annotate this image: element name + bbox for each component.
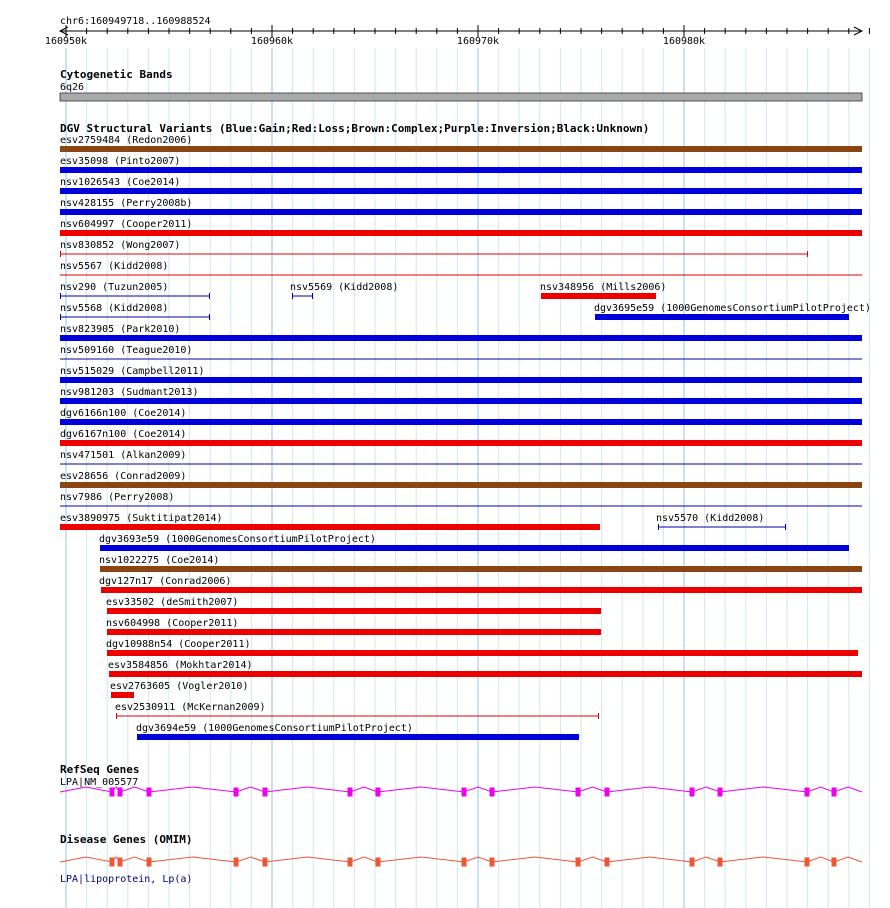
dgv-variant-bar[interactable] bbox=[100, 545, 849, 551]
dgv-variant-bar[interactable] bbox=[107, 608, 601, 614]
ruler-position: chr6:160949718..160988524 bbox=[60, 16, 211, 27]
dgv-variant[interactable] bbox=[60, 408, 862, 425]
gene-exon[interactable] bbox=[263, 788, 268, 797]
dgv-variant[interactable] bbox=[594, 303, 871, 320]
dgv-variant-bar[interactable] bbox=[107, 650, 858, 656]
refseq-track-title: RefSeq Genes bbox=[60, 763, 140, 776]
dgv-variant-bar[interactable] bbox=[137, 734, 579, 740]
ruler-tick-label: 160970k bbox=[456, 36, 500, 47]
dgv-variant[interactable] bbox=[99, 555, 862, 572]
gene-exon[interactable] bbox=[263, 858, 268, 867]
dgv-variant-label: nsv290 (Tuzun2005) bbox=[60, 282, 169, 293]
gene-exon[interactable] bbox=[718, 788, 723, 797]
gene-exon[interactable] bbox=[376, 858, 381, 867]
dgv-variant[interactable] bbox=[60, 177, 862, 194]
dgv-variant-label: esv3584856 (Mokhtar2014) bbox=[108, 660, 253, 671]
gene-exon[interactable] bbox=[118, 858, 123, 867]
gene-exon[interactable] bbox=[805, 788, 810, 797]
gene-exon[interactable] bbox=[490, 858, 495, 867]
dgv-variant-label: esv33502 (deSmith2007) bbox=[106, 597, 239, 608]
dgv-variant-bar[interactable] bbox=[100, 566, 862, 572]
gene-exon[interactable] bbox=[805, 858, 810, 867]
ruler-tick-label: 160950k bbox=[44, 36, 88, 47]
gene-exon[interactable] bbox=[234, 858, 239, 867]
dgv-variant-label: nsv515029 (Campbell2011) bbox=[60, 366, 205, 377]
dgv-variant-label: nsv823905 (Park2010) bbox=[60, 324, 181, 335]
dgv-features bbox=[60, 135, 871, 740]
gene-exon[interactable] bbox=[576, 788, 581, 797]
dgv-variant-bar[interactable] bbox=[101, 587, 862, 593]
dgv-variant[interactable] bbox=[60, 450, 862, 464]
dgv-variant-label: dgv3695e59 (1000GenomesConsortiumPilotProject) bbox=[594, 303, 871, 314]
dgv-variant-bar[interactable] bbox=[60, 167, 862, 173]
dgv-variant-label: dgv10988n54 (Cooper2011) bbox=[106, 639, 251, 650]
dgv-variant[interactable] bbox=[99, 534, 849, 551]
gene-exon[interactable] bbox=[462, 858, 467, 867]
dgv-variant-bar[interactable] bbox=[60, 230, 862, 236]
dgv-variant-label: nsv1026543 (Coe2014) bbox=[60, 177, 181, 188]
dgv-variant-label: dgv3694e59 (1000GenomesConsortiumPilotProject) bbox=[136, 723, 413, 734]
dgv-variant[interactable] bbox=[60, 240, 808, 257]
cytoband-bar[interactable] bbox=[60, 93, 862, 101]
gene-exon[interactable] bbox=[234, 788, 239, 797]
omim-track-title: Disease Genes (OMIM) bbox=[60, 833, 193, 846]
refseq-gene-model[interactable] bbox=[60, 787, 862, 797]
dgv-variant-label: nsv604998 (Cooper2011) bbox=[106, 618, 239, 629]
dgv-variant[interactable] bbox=[136, 723, 579, 740]
dgv-variant[interactable] bbox=[60, 261, 862, 275]
gene-exon[interactable] bbox=[690, 788, 695, 797]
cytoband-label: 6q26 bbox=[60, 82, 85, 93]
gene-exon[interactable] bbox=[718, 858, 723, 867]
gene-exon[interactable] bbox=[348, 858, 353, 867]
dgv-variant-bar[interactable] bbox=[595, 314, 849, 320]
dgv-variant-bar[interactable] bbox=[60, 335, 862, 341]
dgv-variant[interactable] bbox=[106, 597, 601, 614]
dgv-variant-bar[interactable] bbox=[109, 671, 862, 677]
dgv-variant[interactable] bbox=[60, 156, 862, 173]
gene-exon[interactable] bbox=[832, 858, 837, 867]
gene-exon[interactable] bbox=[147, 788, 152, 797]
dgv-variant-label: nsv981203 (Sudmant2013) bbox=[60, 387, 199, 398]
dgv-variant[interactable] bbox=[60, 219, 862, 236]
ruler-tick-label: 160980k bbox=[662, 36, 706, 47]
gene-exon[interactable] bbox=[576, 858, 581, 867]
gene-exon[interactable] bbox=[462, 788, 467, 797]
dgv-variant[interactable] bbox=[60, 366, 862, 383]
dgv-variant-bar[interactable] bbox=[60, 482, 862, 488]
dgv-variant[interactable] bbox=[60, 135, 862, 152]
dgv-variant-label: nsv428155 (Perry2008b) bbox=[60, 198, 193, 209]
gene-intron-line bbox=[60, 787, 862, 792]
dgv-variant-label: esv28656 (Conrad2009) bbox=[60, 471, 187, 482]
dgv-variant-label: nsv509160 (Teague2010) bbox=[60, 345, 193, 356]
gene-exon[interactable] bbox=[376, 788, 381, 797]
dgv-variant[interactable] bbox=[115, 702, 599, 719]
dgv-variant[interactable] bbox=[108, 660, 862, 677]
dgv-variant-label: dgv3693e59 (1000GenomesConsortiumPilotProject) bbox=[99, 534, 376, 545]
dgv-variant[interactable] bbox=[60, 492, 862, 506]
gene-exon[interactable] bbox=[605, 788, 610, 797]
gene-exon[interactable] bbox=[690, 858, 695, 867]
refseq-gene-label: LPA|NM_005577 bbox=[60, 777, 139, 788]
gene-exon[interactable] bbox=[118, 788, 123, 797]
dgv-variant-label: nsv5570 (Kidd2008) bbox=[656, 513, 765, 524]
dgv-variant[interactable] bbox=[99, 576, 862, 593]
dgv-variant[interactable] bbox=[60, 324, 862, 341]
gene-exon[interactable] bbox=[110, 788, 115, 797]
cytoband-track-title: Cytogenetic Bands bbox=[60, 68, 173, 81]
gene-exon[interactable] bbox=[490, 788, 495, 797]
dgv-variant-label: esv2763605 (Vogler2010) bbox=[110, 681, 249, 692]
dgv-variant-label: esv3890975 (Suktitipat2014) bbox=[60, 513, 223, 524]
gene-exon[interactable] bbox=[605, 858, 610, 867]
refseq-track bbox=[60, 763, 862, 797]
gene-intron-line bbox=[60, 857, 862, 862]
dgv-variant-label: nsv830852 (Wong2007) bbox=[60, 240, 181, 251]
dgv-variant-label: dgv127n17 (Conrad2006) bbox=[99, 576, 232, 587]
dgv-variant-bar[interactable] bbox=[60, 440, 862, 446]
dgv-variant[interactable] bbox=[110, 681, 248, 698]
dgv-variant[interactable] bbox=[60, 429, 862, 446]
dgv-track-title: DGV Structural Variants (Blue:Gain;Red:Loss;Brown:Complex;Purple:Inversion;Black:Unknown) bbox=[60, 122, 650, 135]
grid-lines bbox=[66, 48, 869, 908]
dgv-variant-bar[interactable] bbox=[111, 692, 134, 698]
gene-exon[interactable] bbox=[832, 788, 837, 797]
omim-gene-label[interactable]: LPA|lipoprotein, Lp(a) bbox=[60, 874, 193, 885]
gene-exon[interactable] bbox=[348, 788, 353, 797]
dgv-variant-bar[interactable] bbox=[107, 629, 601, 635]
dgv-variant-bar[interactable] bbox=[60, 377, 862, 383]
dgv-variant-bar[interactable] bbox=[541, 293, 656, 299]
dgv-variant[interactable] bbox=[60, 303, 210, 320]
dgv-variant[interactable] bbox=[106, 618, 601, 635]
dgv-variant-label: dgv6167n100 (Coe2014) bbox=[60, 429, 187, 440]
dgv-variant-label: esv2759484 (Redon2006) bbox=[60, 135, 193, 146]
dgv-variant-bar[interactable] bbox=[60, 146, 862, 152]
dgv-variant[interactable] bbox=[106, 639, 858, 656]
ruler bbox=[45, 16, 869, 47]
dgv-variant[interactable] bbox=[290, 282, 398, 299]
omim-track bbox=[60, 833, 862, 885]
dgv-variant[interactable] bbox=[60, 387, 862, 404]
dgv-variant-label: nsv5569 (Kidd2008) bbox=[290, 282, 399, 293]
dgv-variant-label: esv2530911 (McKernan2009) bbox=[115, 702, 266, 713]
dgv-variant-label: nsv1022275 (Coe2014) bbox=[99, 555, 220, 566]
ruler-tick-label: 160960k bbox=[250, 36, 294, 47]
dgv-variant-bar[interactable] bbox=[60, 398, 862, 404]
dgv-variant-label: dgv6166n100 (Coe2014) bbox=[60, 408, 187, 419]
omim-gene-model[interactable] bbox=[60, 857, 862, 867]
dgv-variant-label: nsv604997 (Cooper2011) bbox=[60, 219, 193, 230]
dgv-variant-label: nsv7986 (Perry2008) bbox=[60, 492, 175, 503]
dgv-variant-label: nsv348956 (Mills2006) bbox=[540, 282, 667, 293]
dgv-variant-bar[interactable] bbox=[60, 188, 862, 194]
dgv-variant-label: nsv5568 (Kidd2008) bbox=[60, 303, 169, 314]
dgv-variant-bar[interactable] bbox=[60, 419, 862, 425]
dgv-variant[interactable] bbox=[60, 345, 862, 359]
gene-exon[interactable] bbox=[110, 858, 115, 867]
gene-exon[interactable] bbox=[147, 858, 152, 867]
dgv-variant[interactable] bbox=[540, 282, 666, 299]
dgv-variant-bar[interactable] bbox=[60, 524, 600, 530]
cytoband-track bbox=[60, 68, 862, 101]
dgv-variant[interactable] bbox=[60, 198, 862, 215]
dgv-variant[interactable] bbox=[60, 471, 862, 488]
dgv-variant[interactable] bbox=[60, 282, 210, 299]
dgv-variant-bar[interactable] bbox=[60, 209, 862, 215]
dgv-variant-label: nsv471501 (Alkan2009) bbox=[60, 450, 187, 461]
dgv-variant-label: esv35098 (Pinto2007) bbox=[60, 156, 181, 167]
dgv-track bbox=[60, 122, 871, 740]
dgv-variant-label: nsv5567 (Kidd2008) bbox=[60, 261, 169, 272]
